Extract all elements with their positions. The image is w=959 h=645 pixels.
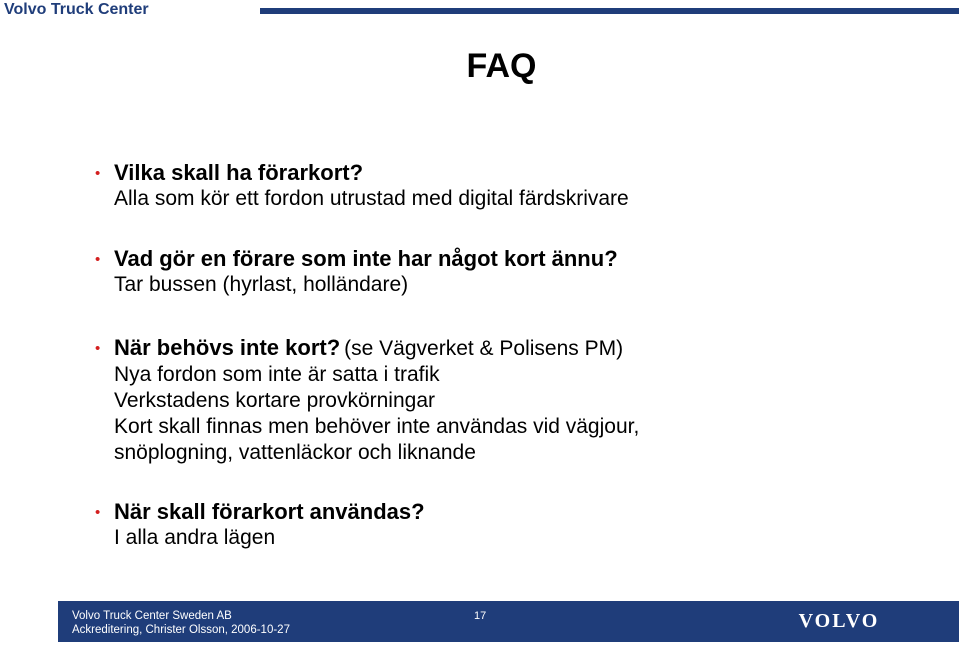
- answer-line: Kort skall finnas men behöver inte användas vid vägjour,: [114, 415, 640, 438]
- answer-line: Tar bussen (hyrlast, holländare): [114, 273, 409, 296]
- bullet-icon: •: [95, 251, 101, 268]
- faq-question: När behövs inte kort? (se Vägverket & Polisens PM): [114, 335, 624, 360]
- faq-question: När skall förarkort användas?: [114, 499, 425, 524]
- faq-item: [90, 499, 425, 551]
- answer-line: snöplogning, vattenläckor och liknande: [114, 441, 476, 464]
- footer-text: [72, 609, 290, 637]
- faq-item: [90, 160, 629, 212]
- bullet-icon: •: [95, 165, 101, 182]
- faq-item: [90, 335, 639, 466]
- answer-line: Nya fordon som inte är satta i trafik: [114, 363, 440, 386]
- answer-line: I alla andra lägen: [114, 526, 276, 549]
- bullet-icon: •: [95, 504, 101, 521]
- footer-company: Volvo Truck Center Sweden AB: [72, 610, 232, 622]
- header-bar: [0, 0, 959, 20]
- footer-credit: Ackreditering, Christer Olsson, 2006-10-27: [72, 624, 290, 636]
- faq-answer: [114, 186, 629, 212]
- answer-line: Verkstadens kortare provkörningar: [114, 389, 435, 412]
- volvo-logo-icon: [786, 609, 892, 633]
- brand-label: Volvo Truck Center: [2, 0, 153, 20]
- header-rule: [260, 8, 959, 14]
- faq-answer: [114, 272, 618, 298]
- question-note: (se Vägverket & Polisens PM): [344, 337, 624, 360]
- faq-answer: [114, 362, 639, 466]
- faq-item: [90, 246, 618, 298]
- faq-question: Vilka skall ha förarkort?: [114, 160, 364, 185]
- page-number: 17: [474, 610, 487, 622]
- answer-line: Alla som kör ett fordon utrustad med digital färdskrivare: [114, 187, 629, 210]
- bullet-icon: •: [95, 340, 101, 357]
- page-title: FAQ: [466, 47, 537, 85]
- footer-bar: [58, 601, 959, 642]
- svg-text:VOLVO: VOLVO: [798, 611, 880, 631]
- faq-question: Vad gör en förare som inte har något kort ännu?: [114, 246, 618, 271]
- faq-answer: [114, 525, 425, 551]
